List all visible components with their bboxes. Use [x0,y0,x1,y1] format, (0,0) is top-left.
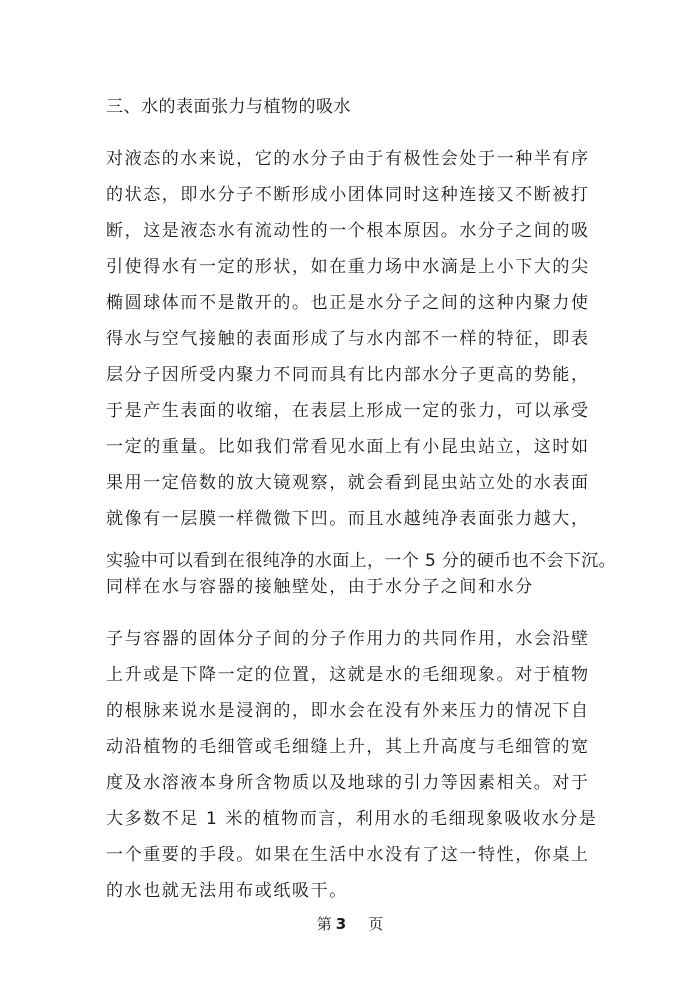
paragraph-line: 实验中可以看到在很纯净的水面上，一个 5 分的硬币也不会下沉。 [106,551,617,571]
paragraph-line: 得水与空气接触的表面形成了与水内部不一样的特征，即表 [106,329,590,349]
page-prefix: 第 [316,915,332,933]
paragraph-line: 一个重要的手段。如果在生活中水没有了这一特性，你桌上 [106,845,590,865]
paragraph-line: 果用一定倍数的放大镜观察，就会看到昆虫站立处的水表面 [106,473,590,493]
paragraph-line: 于是产生表面的收缩，在表层上形成一定的张力，可以承受 [106,401,590,421]
paragraph-line: 的根脉来说水是浸润的，即水会在没有外来压力的情况下自 [106,701,590,721]
paragraph-line: 断，这是液态水有流动性的一个根本原因。水分子之间的吸 [106,221,590,241]
paragraph-line: 对液态的水来说，它的水分子由于有极性会处于一种半有序 [106,149,590,169]
paragraph-line: 就像有一层膜一样微微下凹。而且水越纯净表面张力越大， [106,509,590,529]
section-heading: 三、水的表面张力与植物的吸水 [106,97,351,117]
paragraph-line: 引使得水有一定的形状，如在重力场中水滴是上小下大的尖 [106,257,590,277]
paragraph-line: 椭圆球体而不是散开的。也正是水分子之间的这种内聚力使 [106,293,590,313]
paragraph-line: 同样在水与容器的接触壁处，由于水分子之间和水分 [106,577,534,597]
paragraph-line: 度及水溶液本身所含物质以及地球的引力等因素相关。对于 [106,773,590,793]
page-footer [0,913,700,934]
paragraph-line: 上升或是下降一定的位置，这就是水的毛细现象。对于植物 [106,665,590,685]
page-number: 3 [335,915,347,933]
paragraph-line: 大多数不足 1 米的植物而言，利用水的毛细现象吸收水分是 [106,809,598,829]
paragraph-line: 动沿植物的毛细管或毛细缝上升，其上升高度与毛细管的宽 [106,737,590,757]
paragraph-line: 子与容器的固体分子间的分子作用力的共同作用，水会沿壁 [106,629,590,649]
paragraph-line: 的水也就无法用布或纸吸干。 [106,881,348,901]
paragraph-line: 的状态，即水分子不断形成小团体同时这种连接又不断被打 [106,185,590,205]
paragraph-line: 层分子因所受内聚力不同而具有比内部水分子更高的势能， [106,365,590,385]
page-suffix: 页 [368,915,384,933]
paragraph-line: 一定的重量。比如我们常看见水面上有小昆虫站立，这时如 [106,437,590,457]
